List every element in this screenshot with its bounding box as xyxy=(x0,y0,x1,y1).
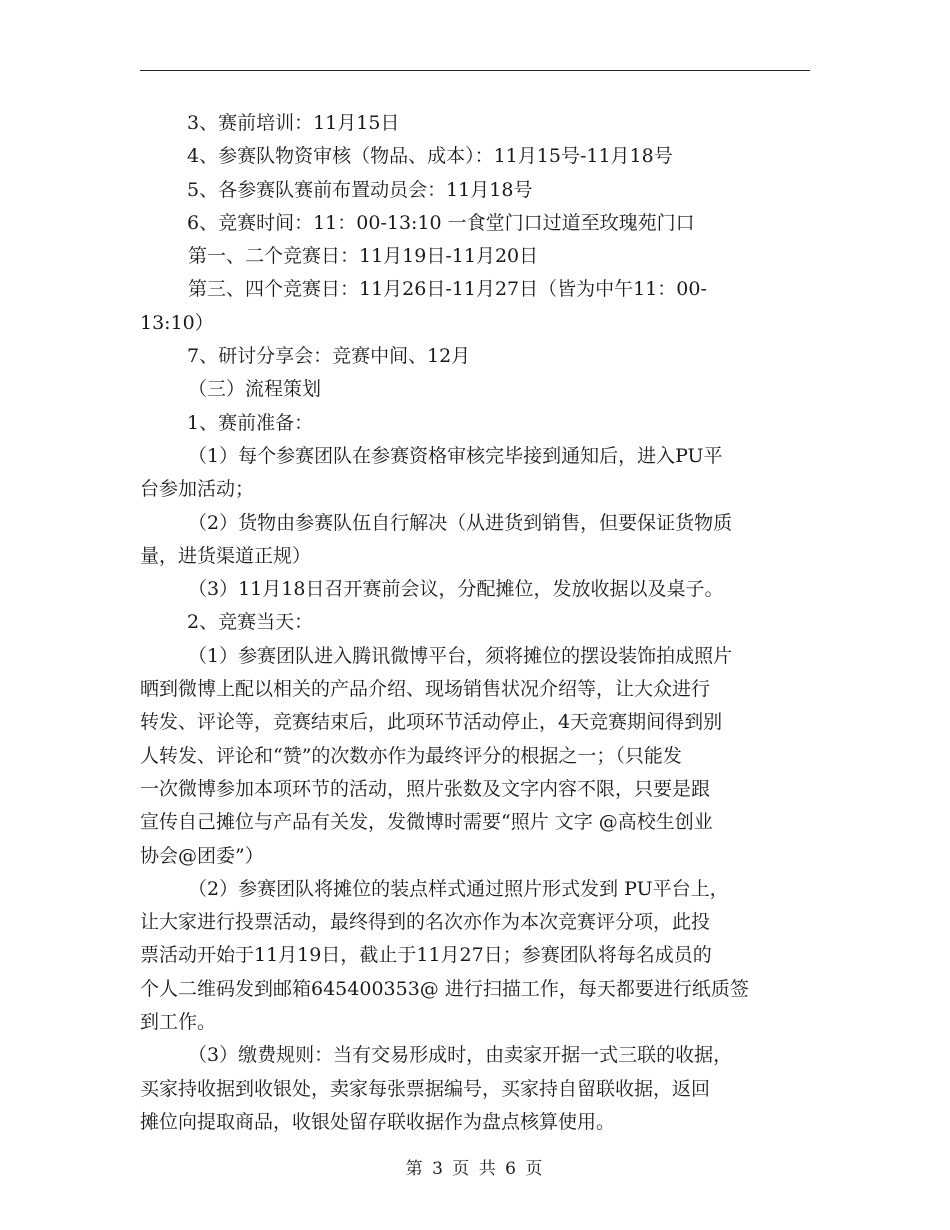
paragraph-line: 3、赛前培训：11月15日 xyxy=(187,112,400,134)
paragraph-line: 宣传自己摊位与产品有关发，发微博时需要“照片 文字 @高校生创业 xyxy=(140,811,713,834)
paragraph-line: 买家持收据到收银处，卖家每张票据编号，买家持自留联收据，返回 xyxy=(140,1077,711,1100)
paragraph-line: 第一、二个竞赛日：11月19日-11月20日 xyxy=(188,245,539,268)
paragraph-line: 晒到微博上配以相关的产品介绍、现场销售状况介绍等，让大众进行 xyxy=(140,678,711,701)
paragraph-line: 13:10） xyxy=(140,311,214,334)
paragraph-line: 个人二维码发到邮箱645400353@ 进行扫描工作，每天都要进行纸质签 xyxy=(140,977,749,1000)
paragraph-line: （3）缴费规则：当有交易形成时，由卖家开据一式三联的收据， xyxy=(188,1044,733,1067)
document-body xyxy=(140,107,800,1139)
paragraph-line: 一次微博参加本项环节的活动，照片张数及文字内容不限，只要是跟 xyxy=(140,777,711,800)
paragraph-line: 摊位向提取商品，收银处留存联收据作为盘点核算使用。 xyxy=(140,1110,616,1133)
paragraph-line: 第三、四个竞赛日：11月26日-11月27日（皆为中午11：00- xyxy=(188,278,707,301)
paragraph-line: （2）货物由参赛队伍自行解决（从进货到销售，但要保证货物质 xyxy=(188,511,733,534)
page-number: 第 3 页 共 6 页 xyxy=(405,1159,545,1179)
paragraph-line: 台参加活动； xyxy=(140,478,255,501)
paragraph-line: 7、研讨分享会：竞赛中间、12月 xyxy=(187,345,471,368)
paragraph-line: 4、参赛队物资审核（物品、成本）：11月15号-11月18号 xyxy=(187,145,673,168)
paragraph-line: 转发、评论等，竞赛结束后，此项环节活动停止，4天竞赛期间得到别 xyxy=(140,711,723,734)
paragraph-line: 让大家进行投票活动，最终得到的名次亦作为本次竞赛评分项，此投 xyxy=(140,911,711,934)
paragraph-line: 6、竞赛时间：11：00-13:10 一食堂门口过道至玫瑰苑门口 xyxy=(187,211,695,234)
paragraph-line: 人转发、评论和“赞”的次数亦作为最终评分的根据之一；（只能发 xyxy=(140,744,682,767)
paragraph-line: （3）11月18日召开赛前会议，分配摊位，发放收据以及桌子。 xyxy=(188,578,724,601)
section-heading: （三）流程策划 xyxy=(188,378,322,401)
paragraph-line: （1）每个参赛团队在参赛资格审核完毕接到通知后，进入PU平 xyxy=(188,444,723,467)
paragraph-line: （2）参赛团队将摊位的装点样式通过照片形式发到 PU平台上， xyxy=(188,877,729,900)
paragraph-line: 票活动开始于11月19日，截止于11月27日；参赛团队将每名成员的 xyxy=(140,944,712,967)
header-rule xyxy=(140,70,810,71)
paragraph-line: 量，进货渠道正规） xyxy=(140,544,312,567)
paragraph-line: 到工作。 xyxy=(140,1011,217,1034)
paragraph-line: 协会@团委”） xyxy=(140,844,264,867)
paragraph-line: 2、竞赛当天： xyxy=(187,611,314,634)
paragraph-line: 1、赛前准备： xyxy=(187,411,314,434)
paragraph-line: （1）参赛团队进入腾讯微博平台，须将摊位的摆设装饰拍成照片 xyxy=(188,644,733,667)
paragraph-line: 5、各参赛队赛前布置动员会：11月18号 xyxy=(187,178,533,201)
